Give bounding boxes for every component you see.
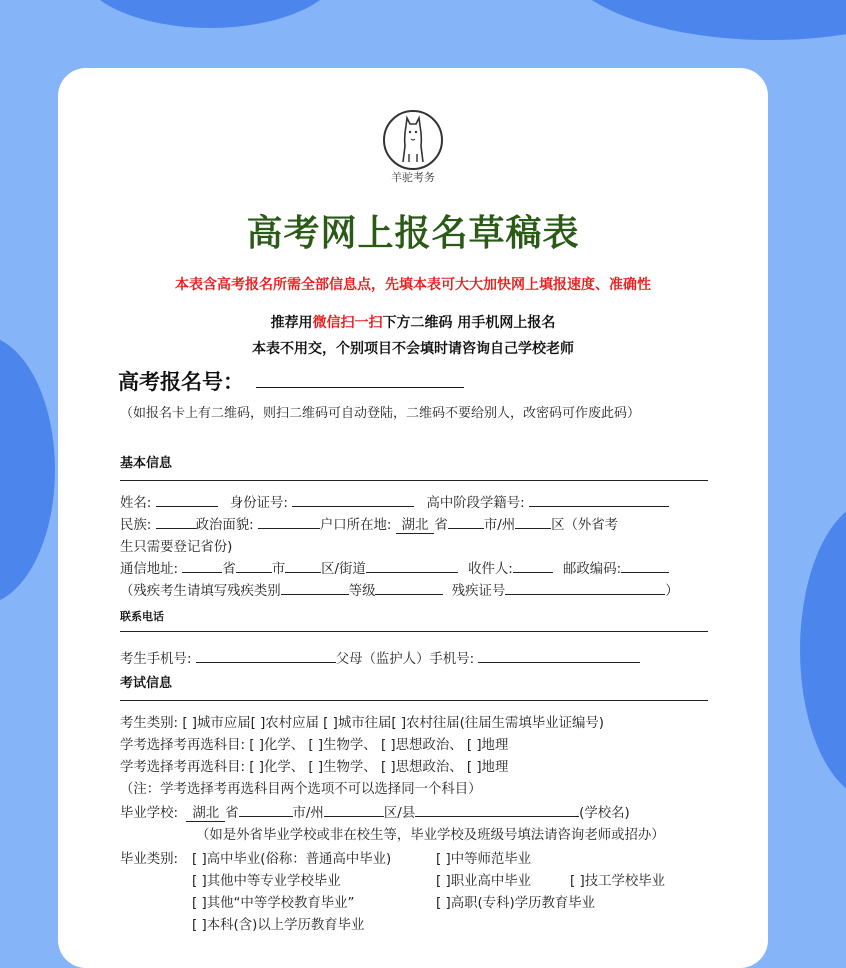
school-name-label: (学校名) <box>579 806 630 821</box>
hukou-province-field[interactable]: 湖北 <box>396 514 435 534</box>
province-label: 省 <box>225 806 239 821</box>
parent-mobile-field[interactable] <box>478 649 640 663</box>
province-label: 省 <box>434 518 448 533</box>
close-paren: ） <box>665 584 679 599</box>
hukou-city-field[interactable] <box>448 515 484 529</box>
disability-cert-field[interactable] <box>505 581 665 595</box>
city-state-label: 市/州 <box>292 806 324 821</box>
subject-note: （注：学考选择考再选科目两个选项不可以选择同一个科目） <box>120 782 482 797</box>
page-title: 高考网上报名草稿表 <box>246 213 580 254</box>
recommend-post: 下方二维码 用手机网上报名 <box>382 315 556 331</box>
outside-note: 生只需要登记省份) <box>120 540 233 555</box>
name-field[interactable] <box>156 493 218 507</box>
school-reg-field[interactable] <box>529 493 669 507</box>
disability-type-field[interactable] <box>281 581 349 595</box>
no-submit-note: 本表不用交，个别项目不会填时请咨询自己学校老师 <box>252 341 574 357</box>
grad-school-district-field[interactable] <box>324 803 384 817</box>
ethnicity-label: 民族: <box>120 518 152 533</box>
ethnicity-row <box>120 514 618 534</box>
candidate-type-row[interactable]: 考生类别: [ ]城市应届[ ]农村应届 [ ]城市往届[ ]农村往届(往届生需填毕业证编号) <box>120 716 605 731</box>
form-card <box>58 68 768 968</box>
name-label: 姓名: <box>120 496 152 511</box>
name-id-row <box>120 492 669 511</box>
divider <box>120 480 708 481</box>
postcode-field[interactable] <box>621 559 669 573</box>
grad-type-label: 毕业类别: <box>120 852 179 867</box>
city-state-label: 市/州 <box>483 518 516 533</box>
recipient-field[interactable] <box>513 559 553 573</box>
grad-option[interactable]: [ ]其他中等专业学校毕业 <box>192 874 341 889</box>
mobile-label: 考生手机号: <box>120 652 192 667</box>
reg-number-note: （如报名卡上有二维码，则扫二维码可自动登陆，二维码不要给别人，改密码可作废此码） <box>120 406 641 421</box>
section-basic-heading: 基本信息 <box>120 456 173 471</box>
divider <box>120 700 708 701</box>
grad-option[interactable]: [ ]高中毕业(俗称：普通高中毕业) <box>192 852 392 867</box>
divider <box>120 631 708 632</box>
district-street-label: 区/街道 <box>321 562 366 577</box>
disability-row <box>120 580 679 599</box>
political-field[interactable] <box>258 515 320 529</box>
reg-number-field[interactable] <box>256 387 464 388</box>
ethnicity-field[interactable] <box>156 515 196 529</box>
grad-school-note: （如是外省毕业学校或非在校生等，毕业学校及班级号填法请咨询老师或招办） <box>196 828 665 843</box>
province-label: 省 <box>222 562 236 577</box>
address-row <box>120 558 669 577</box>
address-district-field[interactable] <box>285 559 321 573</box>
id-card-label: 身份证号: <box>229 496 288 511</box>
parent-mobile-label: 父母（监护人）手机号: <box>335 652 475 667</box>
address-city-field[interactable] <box>236 559 272 573</box>
address-street-field[interactable] <box>366 559 458 573</box>
district-label: 区（外省考 <box>551 518 619 533</box>
grad-option[interactable]: [ ]本科(含)以上学历教育毕业 <box>192 918 365 933</box>
red-notice: 本表含高考报名所需全部信息点，先填本表可大大加快网上填报速度、准确性 <box>175 277 651 293</box>
subject-row-1[interactable]: 学考选择考再选科目: [ ]化学、 [ ]生物学、 [ ]思想政治、 [ ]地理 <box>120 738 509 753</box>
subject-row-2[interactable]: 学考选择考再选科目: [ ]化学、 [ ]生物学、 [ ]思想政治、 [ ]地理 <box>120 760 509 775</box>
grad-option[interactable]: [ ]高职(专科)学历教育毕业 <box>436 896 596 911</box>
section-contact-heading: 联系电话 <box>120 610 164 623</box>
grad-school-row <box>120 802 630 822</box>
mobile-field[interactable] <box>196 649 336 663</box>
grad-option[interactable]: [ ]职业高中毕业 <box>436 874 532 889</box>
recommend-pre: 推荐用 <box>270 315 313 331</box>
recommend-line <box>58 312 768 332</box>
background-blob <box>80 0 340 28</box>
grad-school-name-field[interactable] <box>415 803 579 817</box>
grad-school-province-field[interactable]: 湖北 <box>186 802 225 822</box>
reg-number-label: 高考报名号： <box>118 370 244 394</box>
school-reg-label: 高中阶段学籍号: <box>426 496 525 511</box>
id-card-field[interactable] <box>292 493 414 507</box>
grad-school-city-field[interactable] <box>239 803 293 817</box>
recommend-highlight: 微信扫一扫 <box>312 315 383 331</box>
political-label: 政治面貌: <box>195 518 254 533</box>
grad-option[interactable]: [ ]技工学校毕业 <box>570 874 666 889</box>
background-blob <box>0 335 55 605</box>
background-blob <box>560 0 846 40</box>
grad-option[interactable]: [ ]其他“中等学校教育毕业” <box>192 896 355 911</box>
logo-text: 羊驼考务 <box>391 171 435 184</box>
city-label: 市 <box>271 562 286 577</box>
alpaca-icon <box>383 110 443 170</box>
hukou-district-field[interactable] <box>515 515 551 529</box>
postcode-label: 邮政编码: <box>563 562 622 577</box>
address-province-field[interactable] <box>182 559 222 573</box>
grad-option[interactable]: [ ]中等师范毕业 <box>436 852 532 867</box>
address-label: 通信地址: <box>120 562 179 577</box>
district-county-label: 区/县 <box>383 806 416 821</box>
section-exam-heading: 考试信息 <box>120 676 173 691</box>
disability-grade-field[interactable] <box>375 581 443 595</box>
grad-school-label: 毕业学校: <box>120 806 179 821</box>
disability-cert-label: 残疾证号 <box>451 584 506 599</box>
hukou-label: 户口所在地: <box>319 518 392 533</box>
disability-label: （残疾考生请填写残疾类别 <box>120 584 281 599</box>
recipient-label: 收件人: <box>468 562 513 577</box>
grade-label: 等级 <box>348 584 376 599</box>
background-blob <box>800 500 846 800</box>
phone-row <box>120 648 640 667</box>
